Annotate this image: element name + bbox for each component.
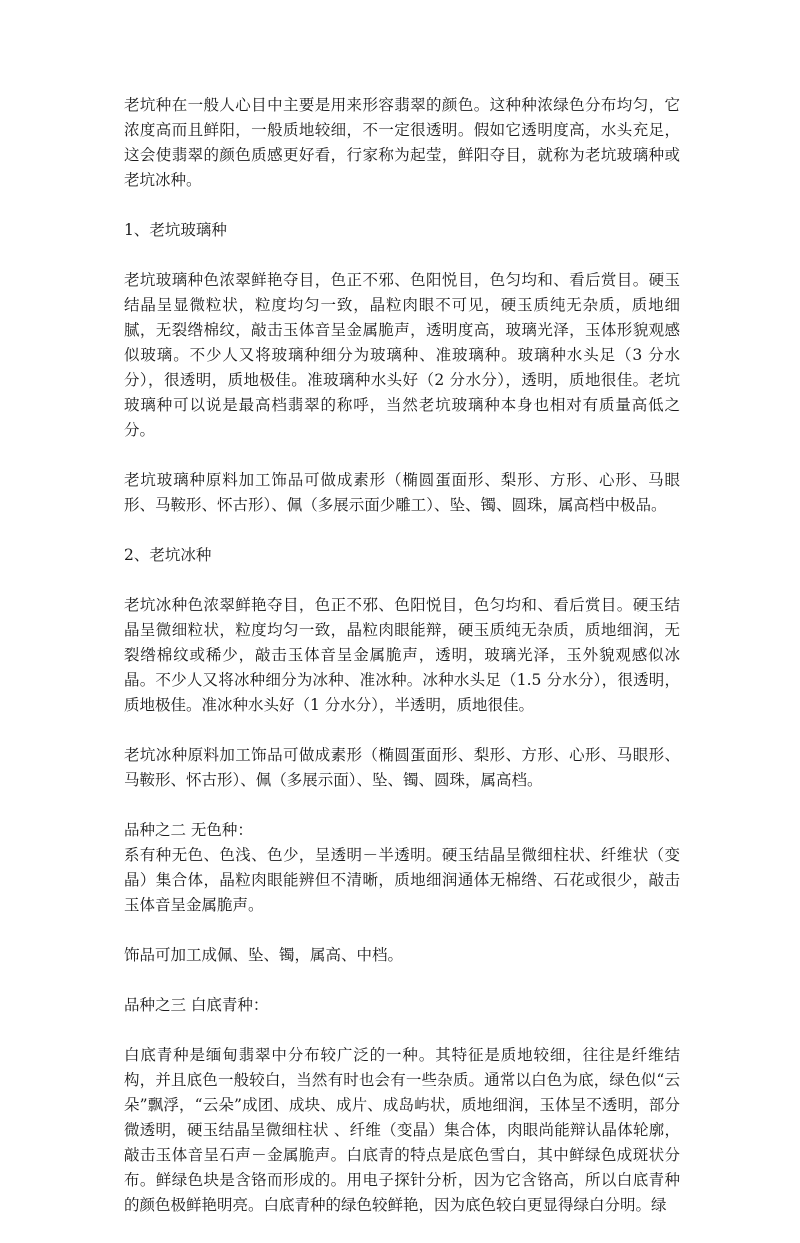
section-4-paragraph-1: 白底青种是缅甸翡翠中分布较广泛的一种。其特征是质地较细，往往是纤维结构，并且底色一般较白，当然有时也会有一些杂质。通常以白色为底，绿色似“云朵”飘浮，“云朵”成团、成块、成片、成岛屿状，质地细润，玉体呈不透明，部分微透明，硬玉结晶呈微细柱状 、纤维（变晶）集合体，肉眼尚能辩认晶体轮廓，敲击玉体音呈石声－金属脆声。白底青的特点是底色雪白，其中鲜绿色成斑状分布。鲜绿色块是含铬而形成的。用电子探针分析，因为它含铬高，所以白底青种的颜色极鲜艳明亮。白底青种的绿色较鲜艳，因为底色较白更显得绿白分明。绿 xyxy=(124,1046,680,1214)
intro-paragraph: 老坑种在一般人心目中主要是用来形容翡翠的颜色。这种种浓绿色分布均匀，它浓度高而且鲜阳，一般质地较细，不一定很透明。假如它透明度高，水头充足，这会使翡翠的颜色质感更好看，行家称为起莹，鲜阳夺目，就称为老坑玻璃种或老坑冰种。 xyxy=(124,96,680,189)
section-1-paragraph-1: 老坑玻璃种色浓翠鲜艳夺目，色正不邪、色阳悦目，色匀均和、看后赏目。硬玉结晶呈显微粒状，粒度均匀一致，晶粒肉眼不可见，硬玉质纯无杂质，质地细腻，无裂绺棉纹，敲击玉体音呈金属脆声，透明度高，玻璃光泽，玉体形貌观感似玻璃。不少人又将玻璃种细分为玻璃种、准玻璃种。玻璃种水头足（3 分水分），很透明，质地极佳。准玻璃种水头好（2 分水分），透明，质地很佳。老坑玻璃种可以说是最高档翡翠的称呼，当然老坑玻璃种本身也相对有质量高低之分。 xyxy=(124,271,680,439)
document-page xyxy=(124,93,680,1243)
section-heading-2: 2、老坑冰种 xyxy=(124,546,212,564)
section-2-paragraph-1: 老坑冰种色浓翠鲜艳夺目，色正不邪、色阳悦目，色匀均和、看后赏目。硬玉结晶呈微细粒状，粒度均匀一致，晶粒肉眼能辩，硬玉质纯无杂质，质地细润，无裂绺棉纹或稀少，敲击玉体音呈金属脆声，透明，玻璃光泽，玉外貌观感似冰晶。不少人又将冰种细分为冰种、准冰种。冰种水头足（1.5 分水分），很透明，质地极佳。准冰种水头好（1 分水分），半透明，质地很佳。 xyxy=(124,596,680,714)
section-2-paragraph-2: 老坑冰种原料加工饰品可做成素形（椭圆蛋面形、梨形、方形、心形、马眼形、马鞍形、怀古形）、佩（多展示面）、坠、镯、圆珠，属高档。 xyxy=(124,746,680,789)
section-3-paragraph-1: 系有种无色、色浅、色少，呈透明－半透明。硬玉结晶呈微细柱状、纤维状（变晶）集合体，晶粒肉眼能辨但不清晰，质地细润通体无棉绺、石花或很少，敲击玉体音呈金属脆声。 xyxy=(124,846,680,914)
section-1-paragraph-2: 老坑玻璃种原料加工饰品可做成素形（椭圆蛋面形、梨形、方形、心形、马眼形、马鞍形、怀古形）、佩（多展示面少雕工）、坠、镯、圆珠，属高档中极品。 xyxy=(124,471,680,514)
section-heading-1: 1、老坑玻璃种 xyxy=(124,221,227,239)
section-heading-4: 品种之三 白底青种： xyxy=(124,996,269,1014)
section-heading-3: 品种之二 无色种： xyxy=(124,821,253,839)
section-3-paragraph-2: 饰品可加工成佩、坠、镯，属高、中档。 xyxy=(124,946,404,964)
